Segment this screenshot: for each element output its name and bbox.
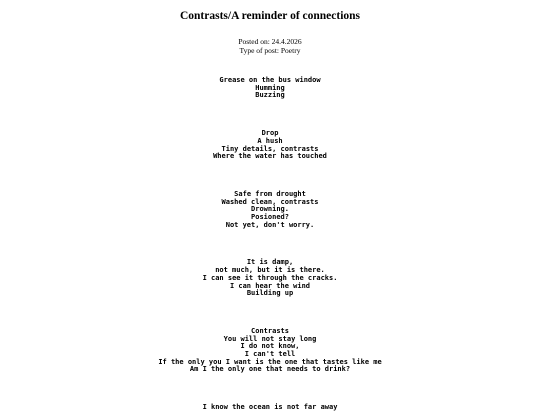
poem-line: I do not know, [240,342,300,351]
poem-line: A hush [257,136,283,145]
poem-line: Tiny details, contrasts [221,144,319,153]
poem-line: You will not stay long [223,334,317,343]
poem-line: I can't tell [244,350,296,359]
poem-line: Drowning. [251,205,289,214]
poem-line: Humming [255,83,285,92]
post-type: Type of post: Poetry [239,46,301,55]
poem-line: Contrasts [251,326,289,335]
poem-line: Safe from drought [234,189,306,198]
post-meta [0,37,540,55]
stanza [0,77,540,100]
posted-date: Posted on: 24.4.2026 [238,37,302,46]
poem-line: Washed clean, contrasts [221,197,319,206]
poem [0,77,540,412]
poem-line: If the only you I want is the one that tastes like me [158,357,382,366]
stanza [0,404,540,412]
poem-line: Buzzing [255,91,285,100]
poem-line: Drop [261,129,279,138]
poem-line: It is damp, [246,258,294,267]
poem-line: I can see it through the cracks. [202,273,338,282]
poem-line: Building up [246,289,294,298]
stanza [0,130,540,161]
poem-line: Grease on the bus window [219,76,321,84]
stanza [0,191,540,230]
poem-line: I can hear the wind [229,281,311,290]
poem-line: not much, but it is there. [215,266,325,275]
poem-line: Not yet, don't worry. [225,220,315,229]
poem-line: I know the ocean is not far away [202,403,338,412]
poem-line: Posioned? [251,213,289,222]
post-title: Contrasts/A reminder of connections [179,10,361,22]
stanza [0,328,540,374]
poem-line: Am I the only one that needs to drink? [189,365,351,374]
poem-line: Where the water has touched [213,152,327,161]
stanza [0,259,540,298]
